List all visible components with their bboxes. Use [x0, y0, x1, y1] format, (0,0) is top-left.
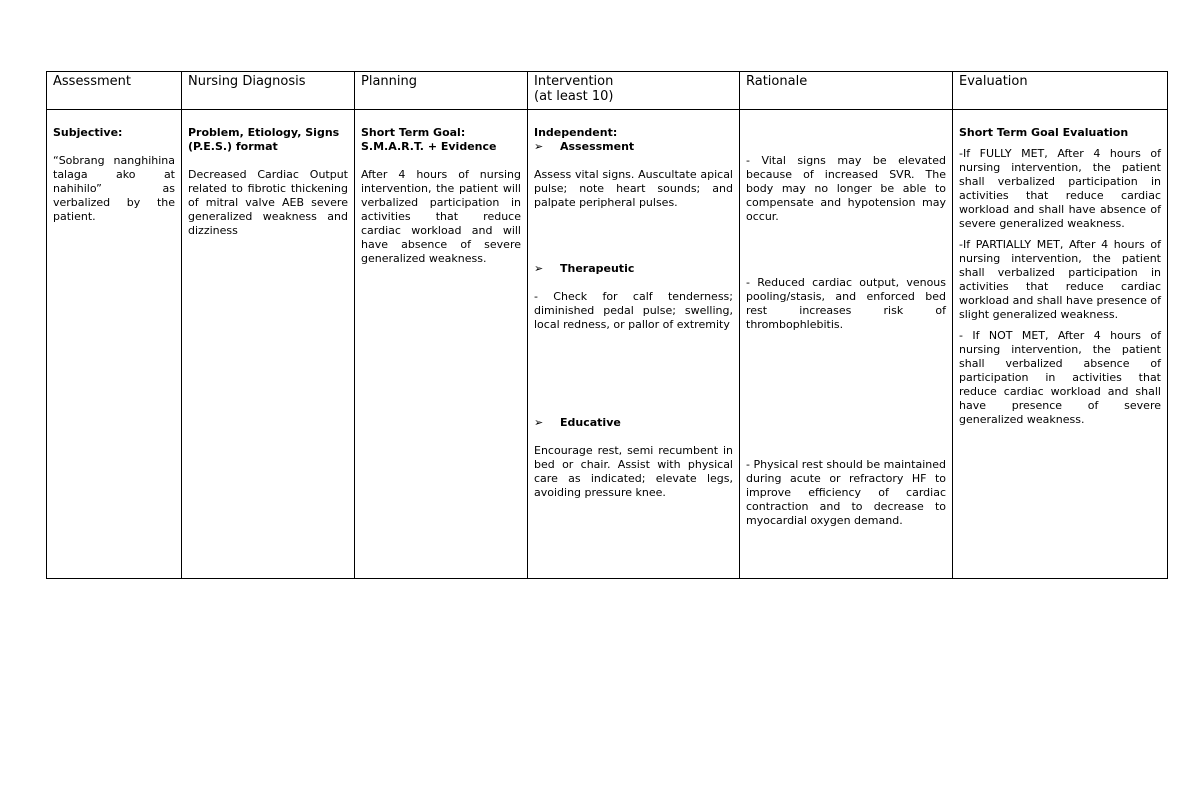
- diagnosis-cell: [182, 110, 355, 579]
- rationale-physical-rest: - Physical rest should be maintained during acute or refractory HF to improve efficiency of cardiac contraction and to decrease to myocardial oxygen demand.: [746, 458, 946, 527]
- nursing-care-plan-table: [46, 71, 1168, 579]
- assessment-subheading: ➢ Assessment: [534, 140, 635, 153]
- arrow-bullet-icon: ➢: [534, 140, 544, 153]
- arrow-bullet-icon: ➢: [534, 262, 544, 275]
- short-term-goal-label: Short Term Goal:: [361, 126, 466, 139]
- therapeutic-subheading: ➢ Therapeutic: [534, 262, 635, 275]
- intervention-cell: [528, 110, 740, 579]
- arrow-bullet-icon: ➢: [534, 416, 544, 429]
- header-row: [47, 72, 1168, 110]
- planning-cell: [355, 110, 528, 579]
- header-intervention-note: (at least 10): [534, 89, 614, 104]
- therapeutic-intervention-text: - Check for calf tenderness; diminished pedal pulse; swelling, local redness, or pallor of extremity: [534, 290, 733, 331]
- rationale-vital-signs: - Vital signs may be elevated because of increased SVR. The body may no longer be able to compensate and hypotension may occur.: [746, 154, 946, 223]
- educative-subheading: ➢ Educative: [534, 416, 621, 429]
- short-term-goal-evaluation-label: Short Term Goal Evaluation: [959, 126, 1129, 139]
- diagnosis-text: Decreased Cardiac Output related to fibrotic thickening of mitral valve AEB severe generalized weakness and dizziness: [188, 168, 348, 237]
- header-rationale: Rationale: [740, 72, 953, 110]
- subjective-text: “Sobrang nanghihina talaga ako at nahihilo” as verbalized by the patient.: [53, 154, 175, 223]
- educative-intervention-text: Encourage rest, semi recumbent in bed or chair. Assist with physical care as indicated; elevate legs, avoiding pressure knee.: [534, 444, 733, 499]
- header-intervention-title: Intervention: [534, 74, 614, 89]
- rationale-thrombophlebitis: - Reduced cardiac output, venous pooling/stasis, and enforced bed rest increases risk of thrombophlebitis.: [746, 276, 946, 331]
- evaluation-fully-met: -If FULLY MET, After 4 hours of nursing intervention, the patient shall verbalized participation in activities that reduce cardiac workload and shall have absence of severe generalized weakness.: [959, 147, 1161, 230]
- assessment-cell: [47, 110, 182, 579]
- pes-format-label: Problem, Etiology, Signs (P.E.S.) format: [188, 126, 340, 153]
- header-nursing-diagnosis: Nursing Diagnosis: [182, 72, 355, 110]
- smart-evidence-label: S.M.A.R.T. + Evidence: [361, 140, 497, 153]
- header-planning: Planning: [355, 72, 528, 110]
- header-assessment: Assessment: [47, 72, 182, 110]
- subjective-label: Subjective:: [53, 126, 123, 139]
- planning-goal-text: After 4 hours of nursing intervention, the patient will verbalized participation in activities that reduce cardiac workload and will have absence of severe generalized weakness.: [361, 168, 521, 265]
- content-row: [47, 110, 1168, 579]
- header-intervention: [528, 72, 740, 110]
- assessment-intervention-text: Assess vital signs. Auscultate apical pulse; note heart sounds; and palpate peripheral pulses.: [534, 168, 733, 209]
- evaluation-not-met: - If NOT MET, After 4 hours of nursing intervention, the patient shall verbalized absence of participation in activities that reduce cardiac workload and shall have presence of severe generalized weakness.: [959, 329, 1161, 426]
- rationale-cell: [740, 110, 953, 579]
- evaluation-partially-met: -If PARTIALLY MET, After 4 hours of nursing intervention, the patient shall verbalized participation in activities that reduce cardiac workload and shall have presence of slight generalized weakness.: [959, 238, 1161, 321]
- evaluation-cell: [953, 110, 1168, 579]
- header-evaluation: Evaluation: [953, 72, 1168, 110]
- independent-label: Independent:: [534, 126, 618, 139]
